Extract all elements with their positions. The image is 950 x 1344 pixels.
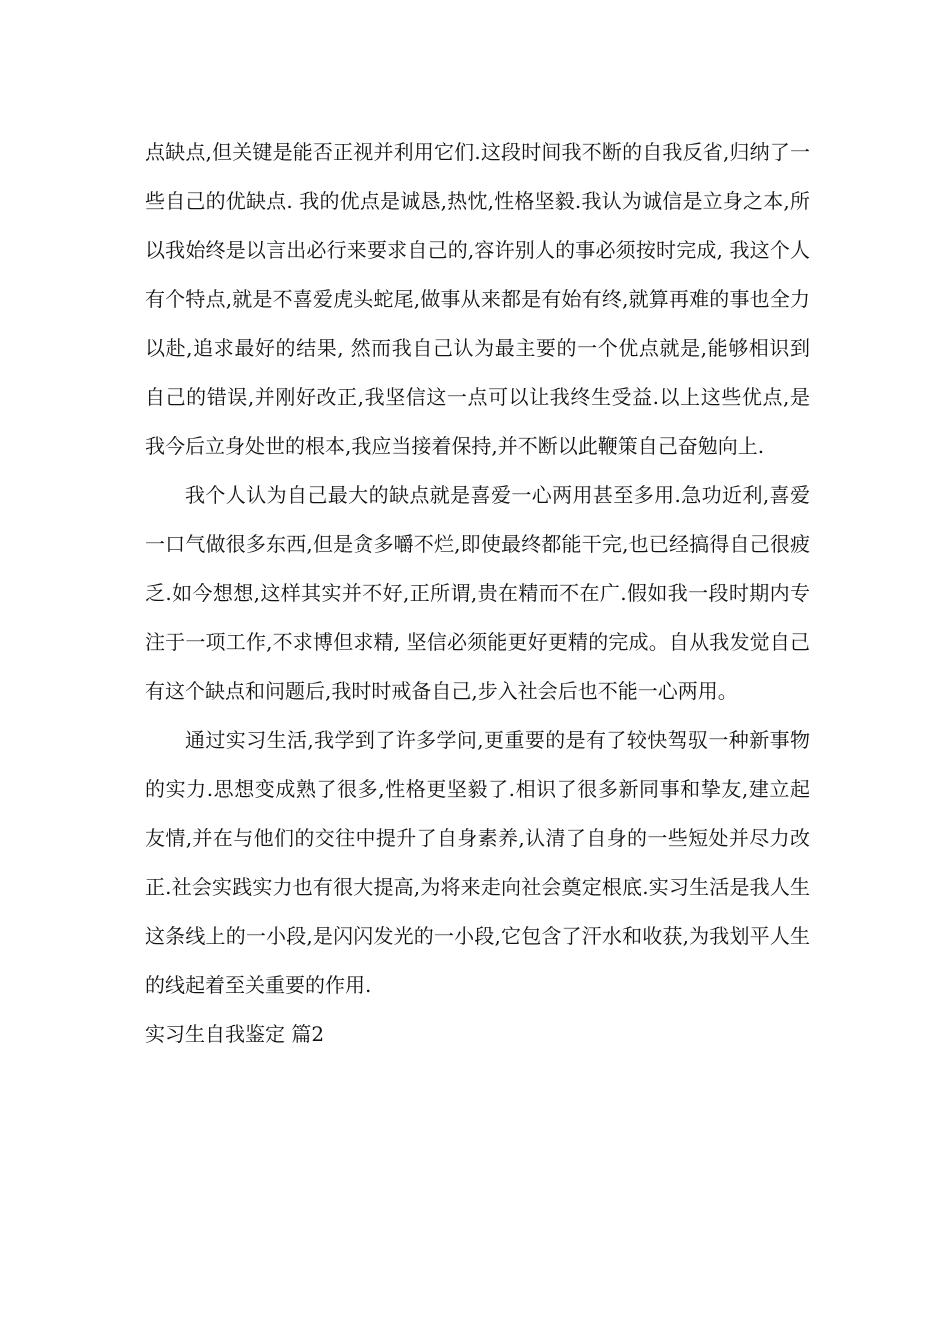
paragraph-shortcomings: 我个人认为自己最大的缺点就是喜爱一心两用甚至多用.急功近利,喜爱一口气做很多东西,但是贪多嚼不烂,即使最终都能干完,也已经搞得自己很疲乏.如今想想,这样其实并不好,正所谓,贵在精而不在广.假如我一段时期内专注于一项工作,不求博但求精, 坚信必须能更好更精的完成。自从我发觉自己有这个缺点和问题后,我时时戒备自己,步入社会后也不能一心两用。: [145, 483, 810, 703]
section-heading: 实习生自我鉴定 篇2: [145, 1022, 325, 1046]
paragraph-summary: 通过实习生活,我学到了许多学问,更重要的是有了较快驾驭一种新事物的实力.思想变成熟了很多,性格更坚毅了.相识了很多新同事和挚友,建立起友情,并在与他们的交往中提升了自身素养,认清了自身的一些短处并尽力改正.社会实践实力也有很大提高,为将来走向社会奠定根底.实习生活是我人生这条线上的一小段,是闪闪发光的一小段,它包含了汗水和收获,为我划平人生的线起着至关重要的作用.: [145, 728, 810, 997]
paragraph-continued: 点缺点,但关键是能否正视并利用它们.这段时间我不断的自我反省,归纳了一些自己的优缺点. 我的优点是诚恳,热忱,性格坚毅.我认为诚信是立身之本,所以我始终是以言出必行来要求自己的,容许别人的事必须按时完成, 我这个人有个特点,就是不喜爱虎头蛇尾,做事从来都是有始有终,就算再难的事也全力以赴,追求最好的结果, 然而我自己认为最主要的一个优点就是,能够相识到自己的错误,并刚好改正,我坚信这一点可以让我终生受益.以上这些优点,是我今后立身处世的根本,我应当接着保持,并不断以此鞭策自己奋勉向上.: [145, 140, 810, 458]
document-body: [145, 128, 810, 1059]
